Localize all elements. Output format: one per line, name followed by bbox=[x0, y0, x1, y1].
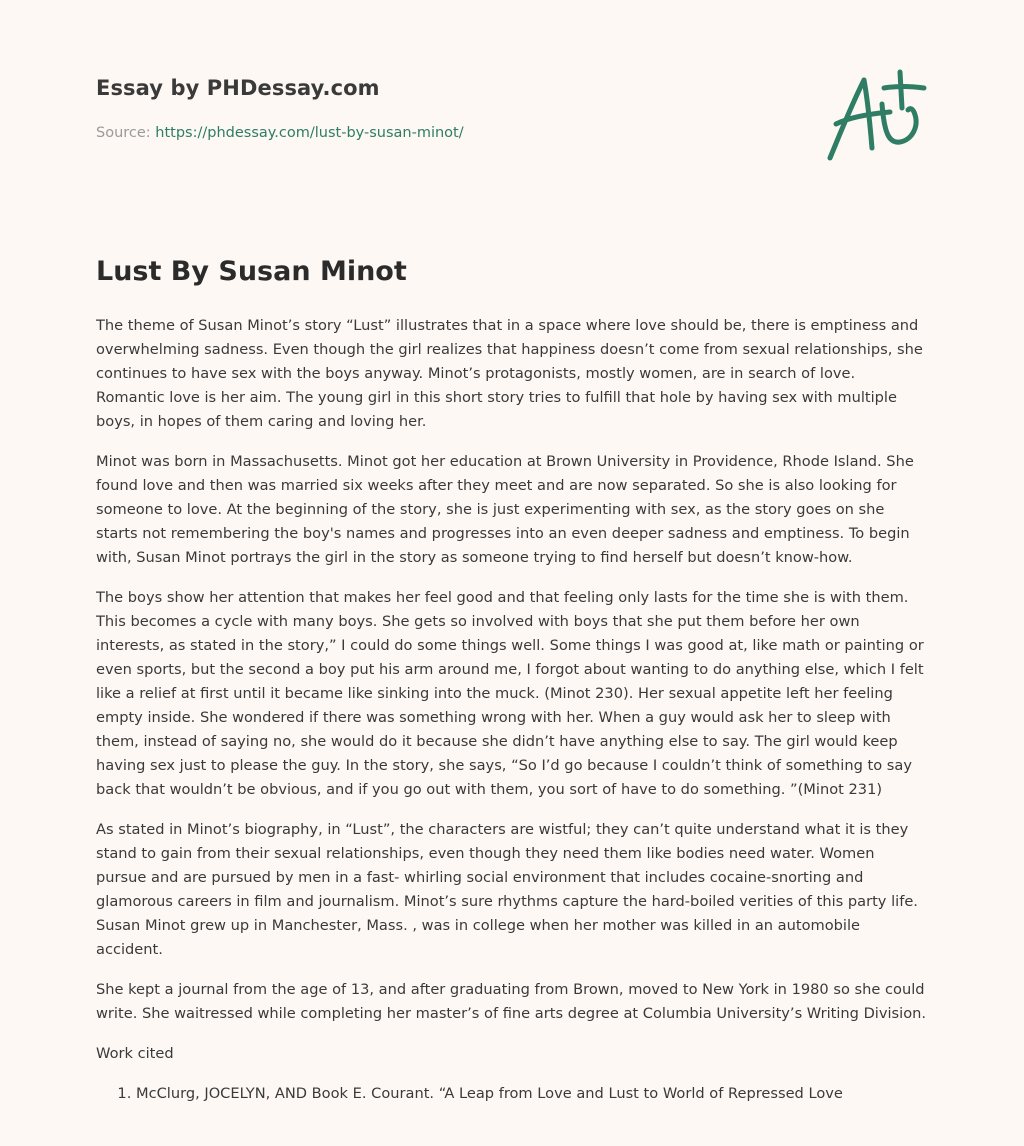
page-header bbox=[96, 0, 928, 200]
brand-title: Essay by PHDessay.com bbox=[96, 76, 380, 100]
article-title: Lust By Susan Minot bbox=[96, 256, 407, 287]
article-body bbox=[96, 314, 928, 1106]
paragraph: The boys show her attention that makes her feel good and that feeling only lasts for the time she is with them. This becomes a cycle with many boys. She gets so involved with boys that she put them before her own interests, as stated in the story,” I could do some things well. Some things I was good at, like math or painting or even sports, but the second a boy put his arm around me, I forgot about wanting to do anything else, which I felt like a relief at first until it became like sinking into the muck. (Minot 230). Her sexual appetite left her feeling empty inside. She wondered if there was something wrong with her. When a guy would ask her to sleep with them, instead of saying no, she would do it because she didn’t have anything else to say. The girl would keep having sex just to please the guy. In the story, she says, “So I’d go because I couldn’t think of something to say back that wouldn’t be obvious, and if you go out with them, you sort of have to do something. ”(Minot 231) bbox=[96, 589, 924, 798]
works-cited-heading: Work cited bbox=[96, 1045, 174, 1062]
paragraph: She kept a journal from the age of 13, and after graduating from Brown, moved to New York in 1980 so she could write. She waitressed while completing her master’s of fine arts degree at Columbia University’s Writing Division. bbox=[96, 981, 927, 1022]
paragraph: As stated in Minot’s biography, in “Lust”, the characters are wistful; they can’t quite understand what it is they stand to gain from their sexual relationships, even though they need them like bodies need water. Women pursue and are pursued by men in a fast- whirling social environment that includes cocaine-snorting and glamorous careers in film and journalism. Minot’s sure rhythms capture the hard-boiled verities of this party life. Susan Minot grew up in Manchester, Mass. , was in college when her mother was killed in an automobile accident. bbox=[96, 821, 918, 958]
citation-list bbox=[96, 1082, 928, 1106]
source-link[interactable]: https://phdessay.com/lust-by-susan-minot/ bbox=[155, 125, 464, 141]
source-line bbox=[96, 125, 464, 141]
source-label: Source: bbox=[96, 125, 151, 141]
paragraph: Minot was born in Massachusetts. Minot got her education at Brown University in Providence, Rhode Island. She found love and then was married six weeks after they meet and are now separated. So she is also looking for someone to love. At the beginning of the story, she is just experimenting with sex, as the story goes on she starts not remembering the boy's names and progresses into an even deeper sadness and emptiness. To begin with, Susan Minot portrays the girl in the story as someone trying to find herself but doesn’t know-how. bbox=[96, 453, 914, 566]
a-plus-logo-icon bbox=[824, 68, 928, 164]
paragraph: The theme of Susan Minot’s story “Lust” illustrates that in a space where love should be, there is emptiness and overwhelming sadness. Even though the girl realizes that happiness doesn’t come from sexual relationships, she continues to have sex with the boys anyway. Minot’s protagonists, mostly women, are in search of love. Romantic love is her aim. The young girl in this short story tries to fulfill that hole by having sex with multiple boys, in hopes of them caring and loving her. bbox=[96, 317, 923, 430]
citation-item: 1. McClurg, JOCELYN, AND Book E. Courant. “A Leap from Love and Lust to World of Repressed Love bbox=[136, 1082, 928, 1106]
